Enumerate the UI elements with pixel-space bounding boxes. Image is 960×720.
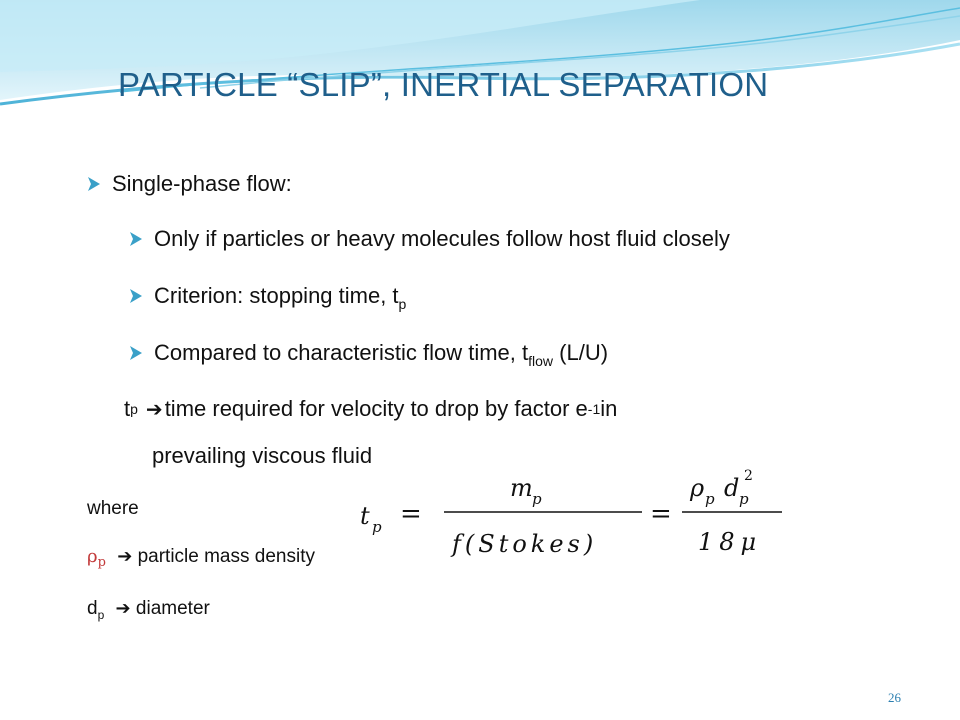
formula-num1-sub: p [532,490,542,508]
definition-tp-continued: prevailing viscous fluid [152,443,373,468]
arrow-right-icon: ➔ [117,546,133,567]
rho-definition: $\rho_p$ ➔ particle mass density [87,546,315,570]
diameter-definition: $d_p$ ➔ diameter [87,598,210,622]
arrow-right-icon: ➔ [115,598,131,619]
formula-num1: m [510,474,533,502]
arrow-bullet-icon [88,177,100,191]
formula-eq-1: = [400,499,422,529]
header-wave-decoration [0,0,960,130]
formula-num2-rho: ρ [690,474,705,502]
formula-num2-rho-sub: p [705,490,715,508]
slide-title: PARTICLE “SLIP”, INERTIAL SEPARATION [118,66,769,103]
rho-symbol: $\rho_p$ [87,546,106,570]
formula-num2-d-sup: 2 [744,468,753,484]
stopping-time-formula [352,466,792,566]
formula-num2-d-sub: p [739,490,749,508]
bullet-follow-host-fluid [130,226,730,252]
bullet-text: Compared to characteristic flow time, $t_{flow}$ (L/U) [154,340,609,369]
arrow-bullet-icon [130,289,142,303]
formula-lhs: t [360,502,370,530]
arrow-right-icon: ➔ [145,397,163,421]
bullet-flow-time [130,340,609,369]
bullet-criterion [130,283,407,312]
arrow-bullet-icon [130,346,142,360]
formula-lhs-sub: p [372,518,382,536]
bullet-text: Single-phase flow: [112,171,292,196]
bullet-single-phase [88,171,292,197]
definition-tp: t p ➔ time required for velocity to drop by factor e -1 in [124,396,618,421]
formula-num2-d: d [724,474,740,502]
formula-eq-2: = [650,499,672,529]
bullet-text: Only if particles or heavy molecules follow host fluid closely [154,226,730,251]
arrow-bullet-icon [130,232,142,246]
formula-den1: f(Stokes) [452,530,598,558]
page-number: 26 [888,690,901,705]
formula-den2: 18μ [698,528,763,556]
where-label: where [87,498,139,519]
bullet-text: Criterion: stopping time, $t_p$ [154,283,407,312]
